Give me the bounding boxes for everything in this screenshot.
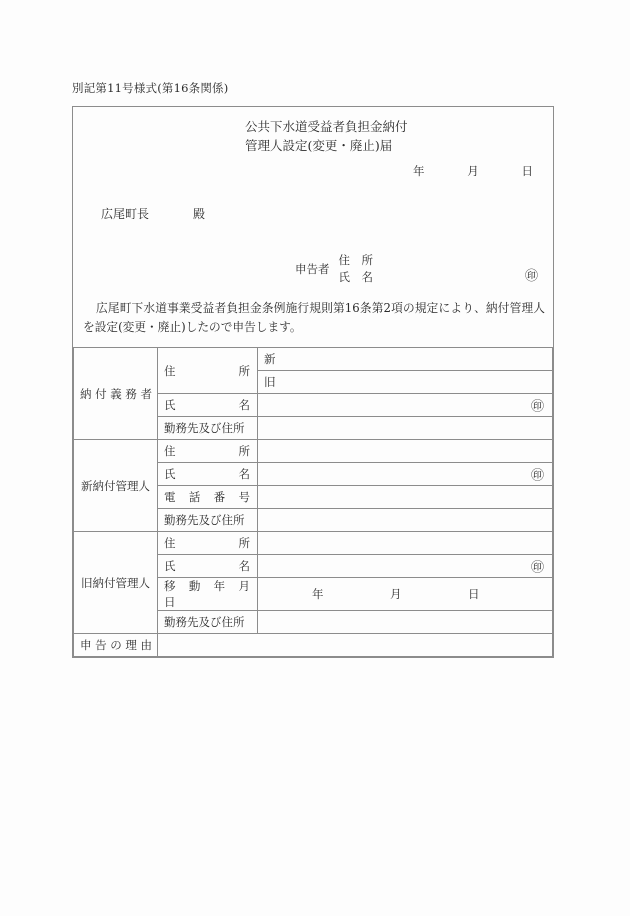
- table-row: [74, 440, 553, 463]
- year-mark: 年: [413, 164, 425, 178]
- subrow-mark-old: 旧: [264, 375, 276, 389]
- addressee-name: 広尾町長: [101, 207, 150, 221]
- declarant-block: [295, 252, 373, 286]
- move-date-marks: [264, 586, 546, 602]
- label-cell-address: [158, 348, 258, 394]
- month-mark: 月: [467, 164, 479, 178]
- value-cell-address-old[interactable]: [258, 371, 553, 394]
- declarant-address-label: 住 所: [338, 253, 373, 267]
- day-mark: 日: [468, 587, 480, 601]
- value-cell-payer-workplace[interactable]: [258, 417, 553, 440]
- label-cell-name: [158, 463, 258, 486]
- month-mark: 月: [390, 587, 402, 601]
- form-grid: [73, 347, 553, 657]
- category-label: 新納付管理人: [81, 478, 150, 493]
- statement-paragraph: [83, 299, 545, 337]
- label-cell-phone: [158, 486, 258, 509]
- category-cell-reason: [74, 634, 158, 657]
- form-header-region: [73, 107, 553, 347]
- statement-line2: 設定(変更・廃止)したので申告します。: [94, 320, 302, 334]
- label-cell-address: [158, 440, 258, 463]
- field-label: 住 所: [164, 444, 250, 458]
- value-cell-new-manager-address[interactable]: [258, 440, 553, 463]
- label-cell-workplace: [158, 611, 258, 634]
- field-label: 住 所: [164, 536, 250, 550]
- value-cell-address-new[interactable]: [258, 348, 553, 371]
- declarant-seal-icon: ㊞: [525, 269, 539, 284]
- document-title-line2: 管理人設定(変更・廃止)届: [245, 138, 393, 153]
- document-title-line1: 公共下水道受益者負担金納付: [245, 119, 408, 134]
- label-cell-name: [158, 555, 258, 578]
- addressee-honorific: 殿: [193, 207, 206, 221]
- field-label: 勤務先及び住所: [164, 421, 245, 435]
- label-cell-workplace: [158, 417, 258, 440]
- statement-line1: 広尾町下水道事業受益者負担金条例施行規則第16条第2項の規定により、納付管理人を: [83, 301, 545, 334]
- value-cell-payer-name[interactable]: [258, 394, 553, 417]
- value-cell-new-manager-workplace[interactable]: [258, 509, 553, 532]
- value-cell-move-date[interactable]: [258, 578, 553, 611]
- form-grid-body: [74, 348, 553, 657]
- value-cell-reason[interactable]: [158, 634, 553, 657]
- declarant-label: 申告者: [295, 262, 330, 276]
- value-cell-old-manager-workplace[interactable]: [258, 611, 553, 634]
- seal-icon: ㊞: [530, 399, 544, 415]
- year-mark: 年: [312, 587, 324, 601]
- addressee: [101, 205, 205, 222]
- subrow-mark-new: 新: [264, 352, 276, 366]
- field-label: 移 動 年 月 日: [164, 579, 262, 609]
- value-cell-old-manager-address[interactable]: [258, 532, 553, 555]
- field-label: 氏 名: [164, 467, 250, 481]
- field-label: 住 所: [164, 363, 250, 378]
- value-cell-new-manager-name[interactable]: [258, 463, 553, 486]
- label-cell-address: [158, 532, 258, 555]
- category-label: 申告の理由: [80, 638, 152, 652]
- category-label: 納付義務者: [80, 386, 152, 401]
- category-cell-payer: [74, 348, 158, 440]
- document-title: [245, 117, 408, 155]
- submission-date-line: [413, 163, 533, 179]
- value-cell-old-manager-name[interactable]: [258, 555, 553, 578]
- declarant-name-label: 氏 名: [338, 270, 373, 284]
- field-label: 勤務先及び住所: [164, 513, 245, 527]
- field-label: 勤務先及び住所: [164, 615, 245, 629]
- label-cell-workplace: [158, 509, 258, 532]
- label-cell-move-date: [158, 578, 262, 611]
- table-row: [74, 634, 553, 657]
- form-number: 別記第11号様式(第16条関係): [72, 81, 229, 95]
- category-cell-new-manager: [74, 440, 158, 532]
- table-row: [74, 532, 553, 555]
- seal-icon: ㊞: [530, 560, 544, 576]
- field-label: 氏 名: [164, 559, 250, 573]
- seal-icon: ㊞: [530, 468, 544, 484]
- declarant-fields: [339, 252, 373, 286]
- table-row: [74, 348, 553, 371]
- form-outer-box: [72, 106, 554, 658]
- category-cell-old-manager: [74, 532, 158, 634]
- category-label: 旧納付管理人: [81, 575, 150, 590]
- label-cell-name: [158, 394, 258, 417]
- day-mark: 日: [521, 164, 533, 178]
- field-label: 電 話 番 号: [164, 490, 250, 504]
- value-cell-new-manager-phone[interactable]: [258, 486, 553, 509]
- field-label: 氏 名: [164, 398, 250, 412]
